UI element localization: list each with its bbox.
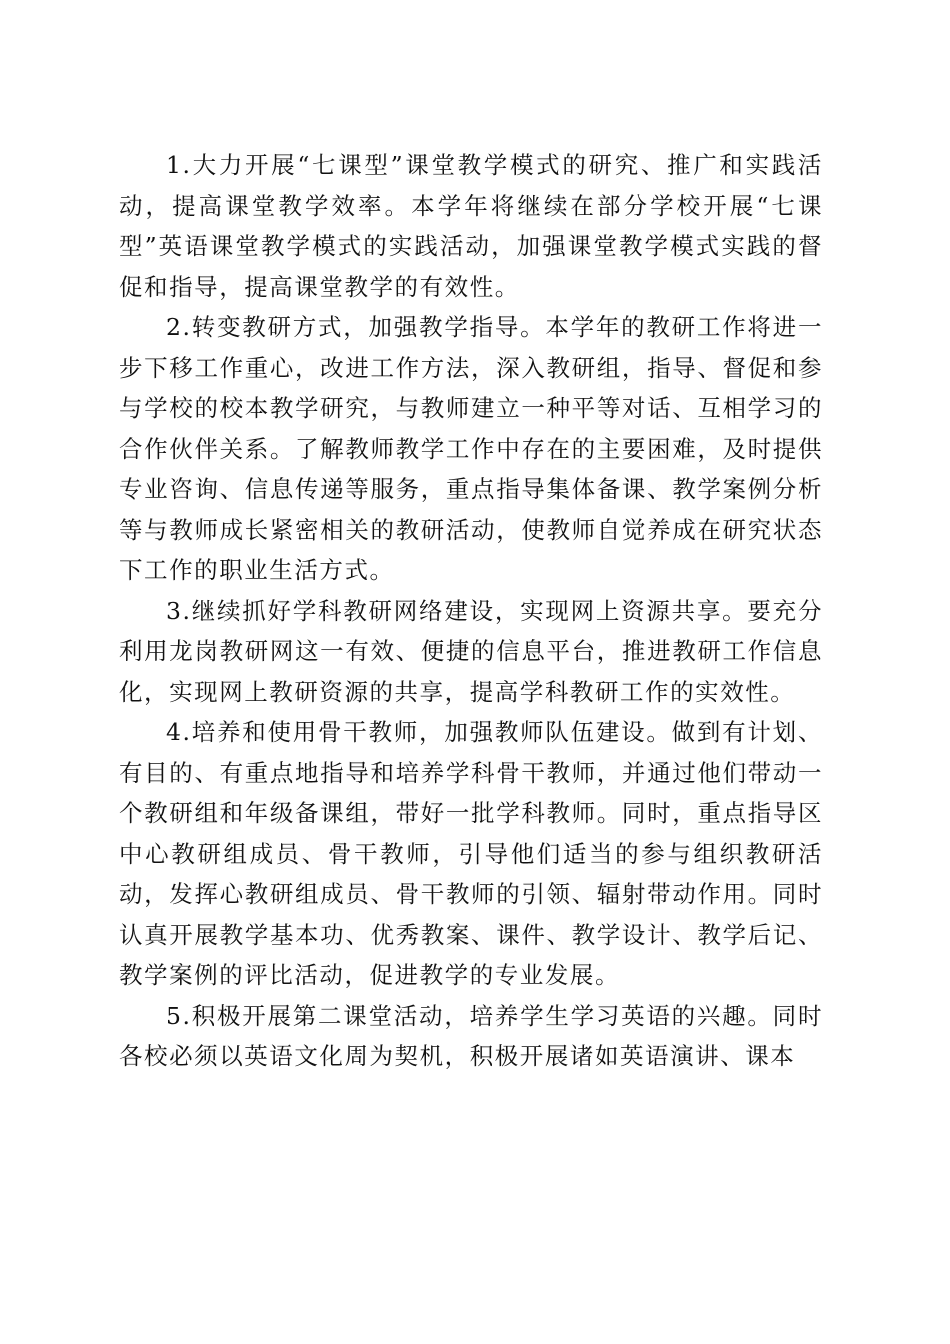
paragraph-3: 3.继续抓好学科教研网络建设，实现网上资源共享。要充分利用龙岗教研网这一有效、便捷的信息平台，推进教研工作信息化，实现网上教研资源的共享，提高学科教研工作的实效性。 — [119, 596, 823, 706]
paragraph-5: 5.积极开展第二课堂活动，培养学生学习英语的兴趣。同时各校必须以英语文化周为契机，积极开展诸如英语演讲、课本 — [119, 1001, 823, 1070]
document-page — [119, 145, 823, 1077]
paragraph-1: 1.大力开展“七课型”课堂教学模式的研究、推广和实践活动，提高课堂教学效率。本学年将继续在部分学校开展“七课型”英语课堂教学模式的实践活动，加强课堂教学模式实践的督促和指导，提高课堂教学的有效性。 — [119, 151, 823, 301]
paragraph-2: 2.转变教研方式，加强教学指导。本学年的教研工作将进一步下移工作重心，改进工作方法，深入教研组，指导、督促和参与学校的校本教学研究，与教师建立一种平等对话、互相学习的合作伙伴关系。了解教师教学工作中存在的主要困难，及时提供专业咨询、信息传递等服务，重点指导集体备课、教学案例分析等与教师成长紧密相关的教研活动，使教师自觉养成在研究状态下工作的职业生活方式。 — [119, 313, 823, 584]
paragraph-4: 4.培养和使用骨干教师，加强教师队伍建设。做到有计划、有目的、有重点地指导和培养学科骨干教师，并通过他们带动一个教研组和年级备课组，带好一批学科教师。同时，重点指导区中心教研组成员、骨干教师，引导他们适当的参与组织教研活动，发挥心教研组成员、骨干教师的引领、辐射带动作用。同时认真开展教学基本功、优秀教案、课件、教学设计、教学后记、教学案例的评比活动，促进教学的专业发展。 — [119, 718, 823, 989]
